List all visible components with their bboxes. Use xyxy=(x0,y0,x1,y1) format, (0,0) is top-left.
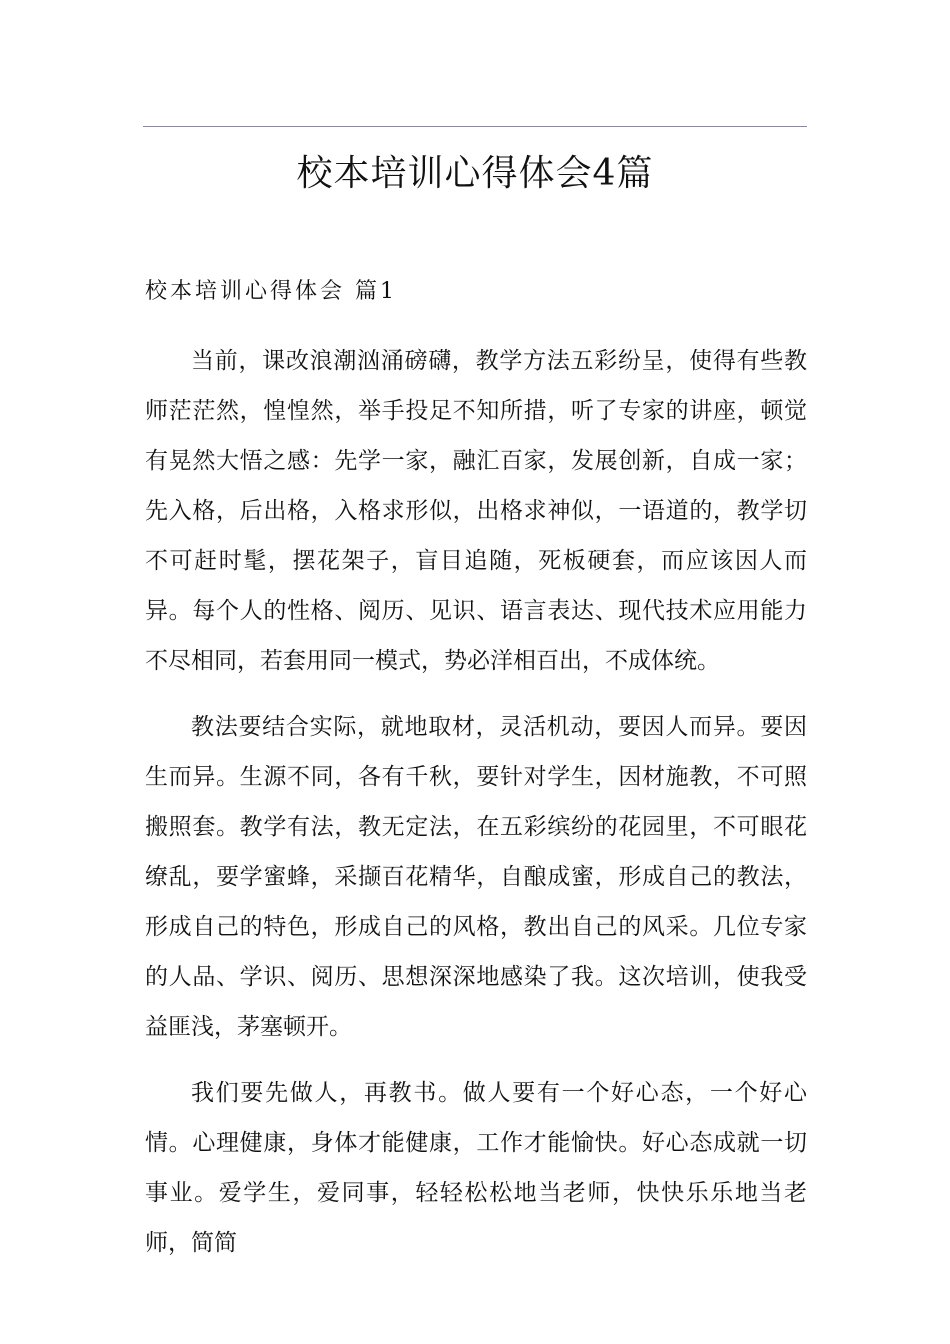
header-rule xyxy=(143,126,807,127)
document-title: 校本培训心得体会4篇 xyxy=(296,153,654,194)
paragraph-block-2 xyxy=(145,702,807,1052)
section-heading: 校本培训心得体会 篇1 xyxy=(145,279,397,304)
paragraph: 教法要结合实际，就地取材，灵活机动，要因人而异。要因生而异。生源不同，各有千秋，要针对学生，因材施教，不可照搬照套。教学有法，教无定法，在五彩缤纷的花园里，不可眼花缭乱，要学蜜蜂，采撷百花精华，自酿成蜜，形成自己的教法，形成自己的特色，形成自己的风格，教出自己的风采。几位专家的人品、学识、阅历、思想深深地感染了我。这次培训，使我受益匪浅，茅塞顿开。 xyxy=(145,714,807,1040)
paragraph-block-1 xyxy=(145,336,807,686)
paragraph-block-3 xyxy=(145,1068,807,1268)
paragraph: 当前，课改浪潮汹涌磅礴，教学方法五彩纷呈，使得有些教师茫茫然，惶惶然，举手投足不知所措，听了专家的讲座，顿觉有晃然大悟之感：先学一家，融汇百家，发展创新，自成一家；先入格，后出格，入格求形似，出格求神似，一语道的，教学切不可赶时髦，摆花架子，盲目追随，死板硬套，而应该因人而异。每个人的性格、阅历、见识、语言表达、现代技术应用能力不尽相同，若套用同一模式，势必洋相百出，不成体统。 xyxy=(145,348,807,674)
paragraph: 我们要先做人，再教书。做人要有一个好心态，一个好心情。心理健康，身体才能健康，工作才能愉快。好心态成就一切事业。爱学生，爱同事，轻轻松松地当老师，快快乐乐地当老师，简简 xyxy=(145,1080,807,1256)
